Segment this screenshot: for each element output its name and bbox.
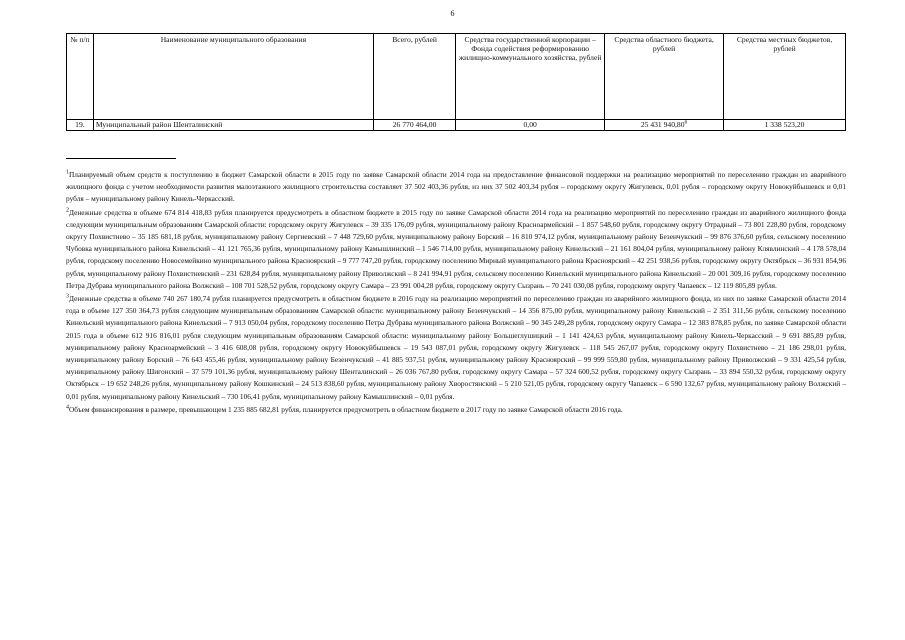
footnote-ref: 6 <box>684 119 688 126</box>
footnote-mark: 2 <box>66 207 69 214</box>
funding-table <box>66 33 846 131</box>
footnote-2 <box>66 207 846 292</box>
footnote-mark: 4 <box>66 404 69 411</box>
row-municipality: Муниципальный район Шенталинский <box>93 120 373 131</box>
row-regional-value: 25 431 940,80 <box>640 120 685 129</box>
row-total: 26 770 464,00 <box>373 120 455 131</box>
header-fund: Средства государственной корпорации – Фонда содействия реформированию жилищно-коммунального хозяйства, рублей <box>456 34 605 120</box>
header-num: № п/п <box>67 34 94 120</box>
table-header-row <box>67 34 846 120</box>
row-regional-budget <box>605 120 724 131</box>
row-num: 19. <box>67 120 94 131</box>
row-fund: 0,00 <box>456 120 605 131</box>
row-local-budget: 1 338 523,20 <box>724 120 846 131</box>
page-number: 6 <box>450 9 455 18</box>
footnote-text: Объем финансирования в размере, превышающем 1 235 885 682,81 рубля, планируется предусмотреть в областном бюджете в 2017 году по заявке Самарской области 2016 года. <box>69 404 623 414</box>
footnote-divider <box>66 158 176 159</box>
footnote-4 <box>66 404 846 416</box>
footnote-3 <box>66 293 846 403</box>
footnote-text: Планируемый объем средств к поступлению в бюджет Самарской области в 2015 году по заявке Самарской области 2014 года на предоставление финансовой поддержки на реализацию мероприятий по переселению граждан из аварийного жилищного фонда с учетом необходимости развития малоэтажного жилищного строительства составляет 37 502 403,36 рубля, из них 37 502 403,34 рубля – городскому округу Жигулевск, 0,01 рубля – городскому округу Новокуйбышевск и 0,01 рубля – муниципальному району Кинель-Черкасский. <box>66 170 846 204</box>
table-row <box>67 120 846 131</box>
header-local-budget: Средства местных бюджетов, рублей <box>724 34 846 120</box>
footnote-text: Денежные средства в объеме 674 814 418,83 рубля планируется предусмотреть в областном бюджете в 2015 году по заявке Самарской области 2014 года на реализацию мероприятий по переселению граждан из аварийного жилищного фонда следующим муниципальным образованиям Самарской области: городскому округу Жигулевск – 39 335 176,09 рубля, муниципальному району Красноармейский – 1 857 548,60 рубля, городскому округу Отрадный – 73 801 228,80 рубля, городскому округу Похвистнево – 35 185 681,18 рубля, муниципальному району Сергиевский – 7 448 729,60 рубля, муниципальному району Борский – 16 810 974,12 рубля, муниципальному району Безенчукский – 99 876 376,60 рубля, сельскому поселению Чубовка муниципального района Кинельский – 41 121 765,36 рубля, муниципальному району Камышлинский – 1 546 714,00 рубля, муниципальному району Кинельский – 21 161 804,04 рубля, муниципальному району Клявлинский – 4 178 578,04 рубля, городскому поселению Новосемейкино муниципального района Красноярский – 9 777 747,20 рубля, городскому поселению Мирный муниципального района Красноярский – 42 251 938,56 рубля, городскому округу Октябрьск – 36 931 854,96 рубля, муниципальному району Похвистневский – 231 628,84 рубля, муниципальному району Приволжский – 8 241 994,91 рубля, сельскому поселению Кинельский муниципального района Кинельский – 20 001 309,16 рубля, городскому поселению Петра Дубрава муниципального района Волжский – 108 701 528,52 рубля, городскому округу Самара – 23 991 004,28 рубля, городскому округу Сызрань – 70 241 030,08 рубля, городскому округу Чапаевск – 12 119 805,89 рубля. <box>66 207 846 290</box>
header-regional-budget: Средства областного бюджета, рублей <box>605 34 724 120</box>
footnote-mark: 3 <box>66 293 69 300</box>
header-total: Всего, рублей <box>373 34 455 120</box>
footnote-mark: 1 <box>66 169 69 176</box>
header-municipality: Наименование муниципального образования <box>93 34 373 120</box>
footnotes <box>66 169 846 417</box>
footnote-text: Денежные средства в объеме 740 267 180,74 рубля планируется предусмотреть в областном бюджете в 2016 году на реализацию мероприятий по переселению граждан из аварийного жилищного фонда, из них по заявке Самарской области 2014 года в объеме 127 350 364,73 рубля следующим муниципальным образованиям Самарской области: муниципальному району Безенчукский – 14 356 875,00 рубля, муниципальному району Кинельский – 2 351 311,56 рубля, сельскому поселению Кинельский муниципального района Кинельский – 7 913 050,04 рубля, городскому поселению Петра Дубрава муниципального района Волжский – 90 345 249,28 рубля, городскому округу Самара – 12 383 878,85 рубля, по заявке Самарской области 2015 года в объеме 612 916 816,01 рубля следующим муниципальным образованиям Самарской области: муниципальному району Большеглушицкий – 1 141 424,63 рубля, муниципальному району Кинель-Черкасский – 9 691 885,89 рубля, муниципальному району Красноармейский – 3 416 608,08 рубля, городскому округу Новокуйбышевск – 19 543 087,01 рубля, городскому округу Жигулевск – 118 545 267,07 рубля, городскому округу Похвистнево – 21 186 298,01 рубля, муниципальному району Борский – 76 643 455,46 рубля, муниципальному району Безенчукский – 41 885 937,51 рубля, муниципальному району Красноярский – 99 999 559,80 рубля, муниципальному району Приволжский – 9 331 425,54 рубля, муниципальному району Шигонский – 37 579 101,36 рубля, муниципальному району Шенталинский – 26 036 767,80 рубля, городскому округу Самара – 57 324 600,52 рубля, городскому округу Сызрань – 33 894 550,32 рубля, городскому округу Октябрьск – 19 652 248,26 рубля, муниципальному району Кошкинский – 24 513 838,60 рубля, муниципальному району Хворостянский – 5 210 521,05 рубля, городскому округу Чапаевск – 6 590 132,67 рубля, муниципальному району Волжский – 0,01 рубля, муниципальному району Кинельский – 730 106,41 рубля, муниципальному району Камышлинский – 0,01 рубля. <box>66 294 846 401</box>
footnote-1 <box>66 169 846 206</box>
